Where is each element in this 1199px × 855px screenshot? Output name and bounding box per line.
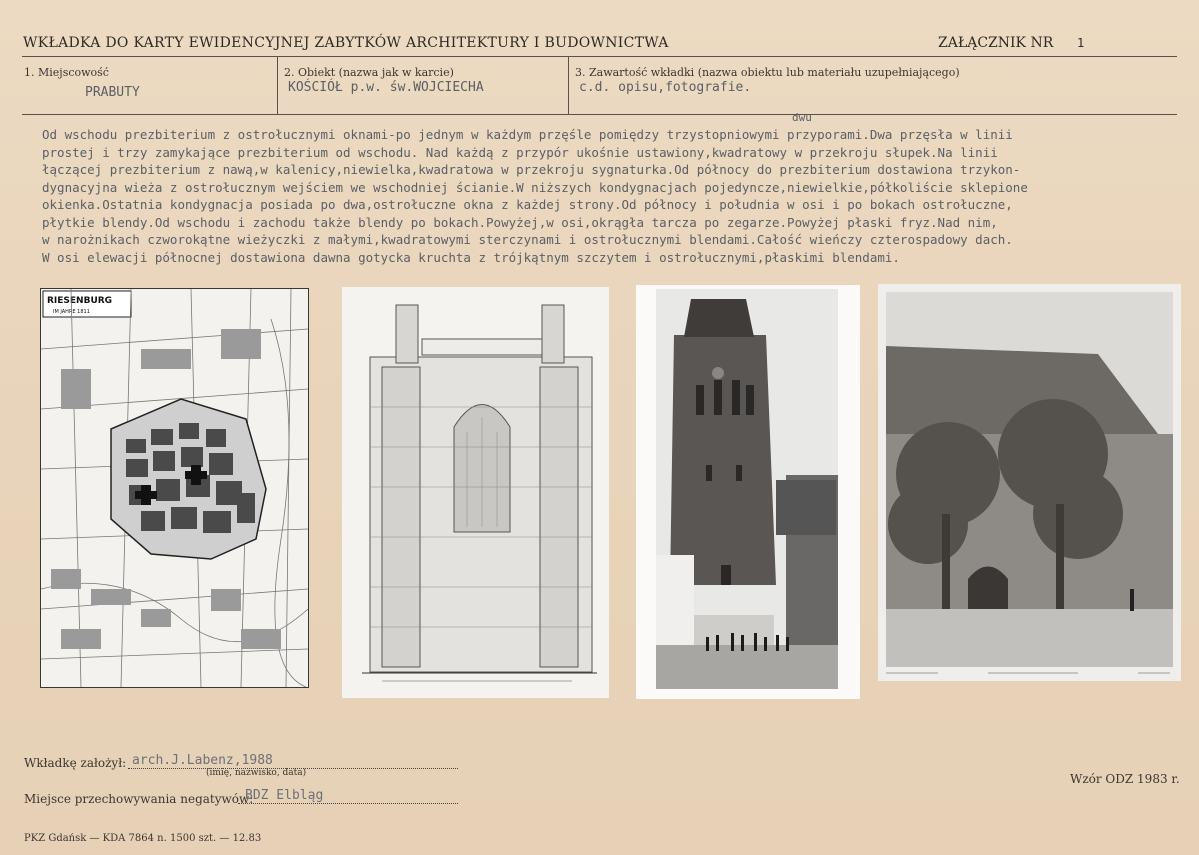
town-map-photo [40, 288, 309, 688]
founder-label: Wkładkę założył: [24, 756, 127, 770]
field-object-label: 2. Obiekt (nazwa jak w karcie) [284, 66, 454, 79]
description-line: łączącej prezbiterium z nawą,w kalenicy,niewielka,kwadratowa w przekroju sygnaturka.Od północy do prezbiterium dostawiona trzykon- [42, 162, 1021, 177]
description-line: prostej i trzy zamykające prezbiterium od wschodu. Nad każdą z przypór ukośnie ustawiony,kwadratowy w przekroju słupek.Na linii [42, 144, 998, 160]
description-line: dygnacyjna wieża z ostrołucznym wejściem we wschodniej ścianie.W niższych kondygnacjach pojedyncze,niewielkie,półkoliście sklepione [42, 179, 1028, 195]
annex-label: ZAŁĄCZNIK NR [938, 35, 1054, 51]
description-line: W osi elewacji północnej dostawiona dawna gotycka kruchta z trójkątnym szczytem i ostrołucznymi,płaskimi blendami. [42, 249, 900, 265]
description-line: Od wschodu prezbiterium z ostrołucznymi oknami-po jednym w każdym przęśle pomiędzy trzystopniowymi przyporami.Dwa przęsła w linii [42, 127, 1013, 142]
field-divider-1 [277, 57, 278, 114]
field-object-value: KOŚCIÓŁ p.w. św.WOJCIECHA [288, 80, 484, 95]
storage-dotted-line [238, 803, 458, 804]
description-line: okienka.Ostatnia kondygnacja posiada po dwa,ostrołuczne okna z każdej strony.Od północy i południa w osi i po bokach ostrołuczne, [42, 197, 1013, 212]
founder-value: arch.J.Labenz,1988 [132, 753, 273, 768]
description-insertion: dwu [792, 111, 812, 124]
field-contents-label: 3. Zawartość wkładki (nazwa obiektu lub materiału uzupełniającego) [575, 66, 960, 79]
print-reference: PKZ Gdańsk — KDA 7864 n. 1500 szt. — 12.83 [24, 833, 262, 844]
field-contents-value: c.d. opisu,fotografie. [579, 80, 752, 95]
form-reference: Wzór ODZ 1983 r. [1070, 772, 1180, 786]
header-rule [22, 56, 1177, 57]
form-title: WKŁADKA DO KARTY EWIDENCYJNEJ ZABYTKÓW ARCHITEKTURY I BUDOWNICTWA [23, 35, 669, 51]
description-text [42, 126, 1172, 266]
annex-number: 1 [1077, 36, 1085, 50]
storage-value: BDZ Elbląg [245, 788, 324, 803]
elevation-drawing-photo [342, 287, 609, 698]
founder-caption: (imię, nazwisko, data) [206, 768, 307, 778]
field-location-value: PRABUTY [85, 85, 140, 100]
storage-label: Miejsce przechowywania negatywów: [24, 792, 254, 806]
description-line: w narożnikach czworokątne wieżyczki z małymi,kwadratowymi sterczynami i ostrołucznymi blendami.Całość wieńczy czterospadowy dach. [42, 232, 1013, 247]
church-exterior-photo [878, 284, 1181, 681]
field-divider-2 [568, 57, 569, 114]
field-location-label: 1. Miejscowość [24, 66, 109, 79]
map-title: RIESENBURG [47, 296, 113, 306]
map-subtitle: IM JAHRE 1811 [53, 309, 90, 315]
fields-bottom-rule [22, 114, 1177, 115]
church-tower-photo [636, 285, 860, 699]
description-line: płytkie blendy.Od wschodu i zachodu także blendy po bokach.Powyżej,w osi,okrągła tarcza po zegarze.Powyżej płaski fryz.Nad nim, [42, 214, 998, 230]
